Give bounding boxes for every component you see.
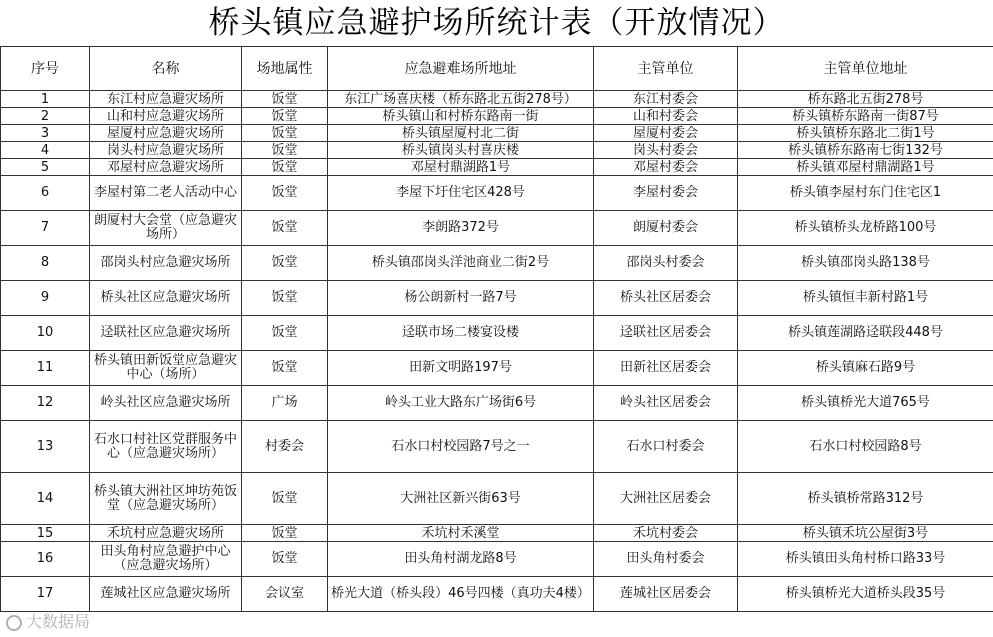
col-header-index: 序号 [1,47,90,91]
table-row [1,421,993,473]
cell-authority: 莲城社区居委会 [594,577,738,612]
table-row [1,142,993,159]
cell-authority: 大洲社区居委会 [594,473,738,525]
cell-authority-address: 桥头镇麻石路9号 [738,351,993,386]
cell-name: 邓屋村应急避灾场所 [90,159,242,176]
col-header-authority: 主管单位 [594,47,738,91]
cell-index: 2 [1,108,90,125]
cell-name: 石水口村社区党群服务中心（应急避灾场所） [90,421,242,473]
cell-authority: 石水口村委会 [594,421,738,473]
cell-authority: 田新社区居委会 [594,351,738,386]
cell-authority: 山和村委会 [594,108,738,125]
cell-authority-address: 桥头镇邵岗头路138号 [738,246,993,281]
table-row [1,316,993,351]
cell-authority: 邵岗头村委会 [594,246,738,281]
cell-index: 8 [1,246,90,281]
cell-name: 岗头村应急避灾场所 [90,142,242,159]
cell-shelter-address: 桥头镇山和村桥东路南一街 [328,108,594,125]
watermark-logo-icon [6,615,22,631]
cell-authority-address: 桥头镇桥东路南一街87号 [738,108,993,125]
cell-shelter-address: 东江广场喜庆楼（桥东路北五街278号） [328,91,594,108]
cell-shelter-address: 杨公朗新村一路7号 [328,281,594,316]
cell-index: 7 [1,211,90,246]
cell-name: 屋厦村应急避灾场所 [90,125,242,142]
cell-name: 桥头社区应急避灾场所 [90,281,242,316]
cell-authority-address: 桥头镇桥光大道765号 [738,386,993,421]
cell-site-type: 饭堂 [242,281,328,316]
cell-authority: 李屋村委会 [594,176,738,211]
cell-index: 17 [1,577,90,612]
cell-site-type: 会议室 [242,577,328,612]
table-row [1,246,993,281]
cell-authority: 岗头村委会 [594,142,738,159]
cell-shelter-address: 迳联市场二楼宴设楼 [328,316,594,351]
cell-site-type: 广场 [242,386,328,421]
cell-shelter-address: 桥头镇屋厦村北二街 [328,125,594,142]
table-row [1,577,993,612]
table-row [1,473,993,525]
cell-index: 13 [1,421,90,473]
cell-authority: 桥头社区居委会 [594,281,738,316]
col-header-site-type: 场地属性 [242,47,328,91]
cell-site-type: 饭堂 [242,542,328,577]
col-header-shelter-address: 应急避难场所地址 [328,47,594,91]
cell-name: 邵岗头村应急避灾场所 [90,246,242,281]
cell-name: 桥头镇田新饭堂应急避灾中心（场所） [90,351,242,386]
cell-index: 3 [1,125,90,142]
sheet-title: 桥头镇应急避护场所统计表（开放情况） [208,5,785,41]
cell-authority-address: 桥头镇邓屋村鼎湖路1号 [738,159,993,176]
table-row [1,211,993,246]
cell-authority: 屋厦村委会 [594,125,738,142]
cell-authority: 朗厦村委会 [594,211,738,246]
cell-index: 12 [1,386,90,421]
cell-site-type: 饭堂 [242,91,328,108]
cell-name: 禾坑村应急避灾场所 [90,525,242,542]
cell-site-type: 饭堂 [242,525,328,542]
cell-site-type: 村委会 [242,421,328,473]
watermark-text: 大数据局 [26,612,91,631]
cell-site-type: 饭堂 [242,108,328,125]
table-row [1,525,993,542]
cell-authority-address: 桥头镇田头角村桥口路33号 [738,542,993,577]
table-row [1,108,993,125]
table-row [1,351,993,386]
cell-authority: 田头角村委会 [594,542,738,577]
cell-shelter-address: 李屋下圩住宅区428号 [328,176,594,211]
shelter-table [0,46,993,612]
cell-authority-address: 石水口村校园路8号 [738,421,993,473]
cell-authority-address: 桥东路北五街278号 [738,91,993,108]
cell-site-type: 饭堂 [242,159,328,176]
table-row [1,91,993,108]
cell-index: 6 [1,176,90,211]
cell-name: 迳联社区应急避灾场所 [90,316,242,351]
cell-authority: 东江村委会 [594,91,738,108]
col-header-name: 名称 [90,47,242,91]
cell-shelter-address: 邓屋村鼎湖路1号 [328,159,594,176]
cell-authority-address: 桥头镇李屋村东门住宅区1 [738,176,993,211]
cell-authority: 禾坑村委会 [594,525,738,542]
cell-name: 莲城社区应急避灾场所 [90,577,242,612]
cell-authority: 岭头社区居委会 [594,386,738,421]
cell-authority-address: 桥头镇桥光大道桥头段35号 [738,577,993,612]
cell-index: 1 [1,91,90,108]
cell-name: 岭头社区应急避灾场所 [90,386,242,421]
cell-authority: 邓屋村委会 [594,159,738,176]
cell-name: 东江村应急避灾场所 [90,91,242,108]
cell-shelter-address: 大洲社区新兴街63号 [328,473,594,525]
cell-site-type: 饭堂 [242,211,328,246]
cell-shelter-address: 桥头镇邵岗头洋池商业二街2号 [328,246,594,281]
cell-name: 朗厦村大会堂（应急避灾场所） [90,211,242,246]
cell-name: 田头角村应急避护中心（应急避灾场所） [90,542,242,577]
table-row [1,281,993,316]
cell-index: 16 [1,542,90,577]
cell-site-type: 饭堂 [242,316,328,351]
col-header-authority-address: 主管单位地址 [738,47,993,91]
cell-site-type: 饭堂 [242,246,328,281]
watermark [6,609,90,632]
table-row [1,125,993,142]
cell-site-type: 饭堂 [242,125,328,142]
cell-shelter-address: 桥光大道（桥头段）46号四楼（真功夫4楼） [328,577,594,612]
table-row [1,159,993,176]
cell-authority: 迳联社区居委会 [594,316,738,351]
cell-shelter-address: 田头角村湖龙路8号 [328,542,594,577]
cell-site-type: 饭堂 [242,142,328,159]
cell-index: 15 [1,525,90,542]
cell-shelter-address: 桥头镇岗头村喜庆楼 [328,142,594,159]
table-row [1,542,993,577]
cell-index: 11 [1,351,90,386]
cell-index: 9 [1,281,90,316]
cell-authority-address: 桥头镇桥东路北二街1号 [738,125,993,142]
header-row [1,47,993,91]
cell-index: 4 [1,142,90,159]
cell-site-type: 饭堂 [242,473,328,525]
cell-site-type: 饭堂 [242,176,328,211]
cell-authority-address: 桥头镇桥常路312号 [738,473,993,525]
cell-shelter-address: 岭头工业大路东广场街6号 [328,386,594,421]
cell-authority-address: 桥头镇桥东路南七街132号 [738,142,993,159]
cell-authority-address: 桥头镇桥头龙桥路100号 [738,211,993,246]
table-row [1,176,993,211]
cell-shelter-address: 李朗路372号 [328,211,594,246]
cell-name: 山和村应急避灾场所 [90,108,242,125]
cell-index: 5 [1,159,90,176]
cell-name: 李屋村第二老人活动中心 [90,176,242,211]
table-row [1,386,993,421]
cell-shelter-address: 田新文明路197号 [328,351,594,386]
cell-shelter-address: 禾坑村禾溪堂 [328,525,594,542]
cell-index: 14 [1,473,90,525]
cell-authority-address: 桥头镇禾坑公屋街3号 [738,525,993,542]
cell-authority-address: 桥头镇恒丰新村路1号 [738,281,993,316]
cell-name: 桥头镇大洲社区坤坊苑饭堂（应急避灾场所） [90,473,242,525]
cell-shelter-address: 石水口村校园路7号之一 [328,421,594,473]
cell-authority-address: 桥头镇莲湖路迳联段448号 [738,316,993,351]
cell-site-type: 饭堂 [242,351,328,386]
cell-index: 10 [1,316,90,351]
